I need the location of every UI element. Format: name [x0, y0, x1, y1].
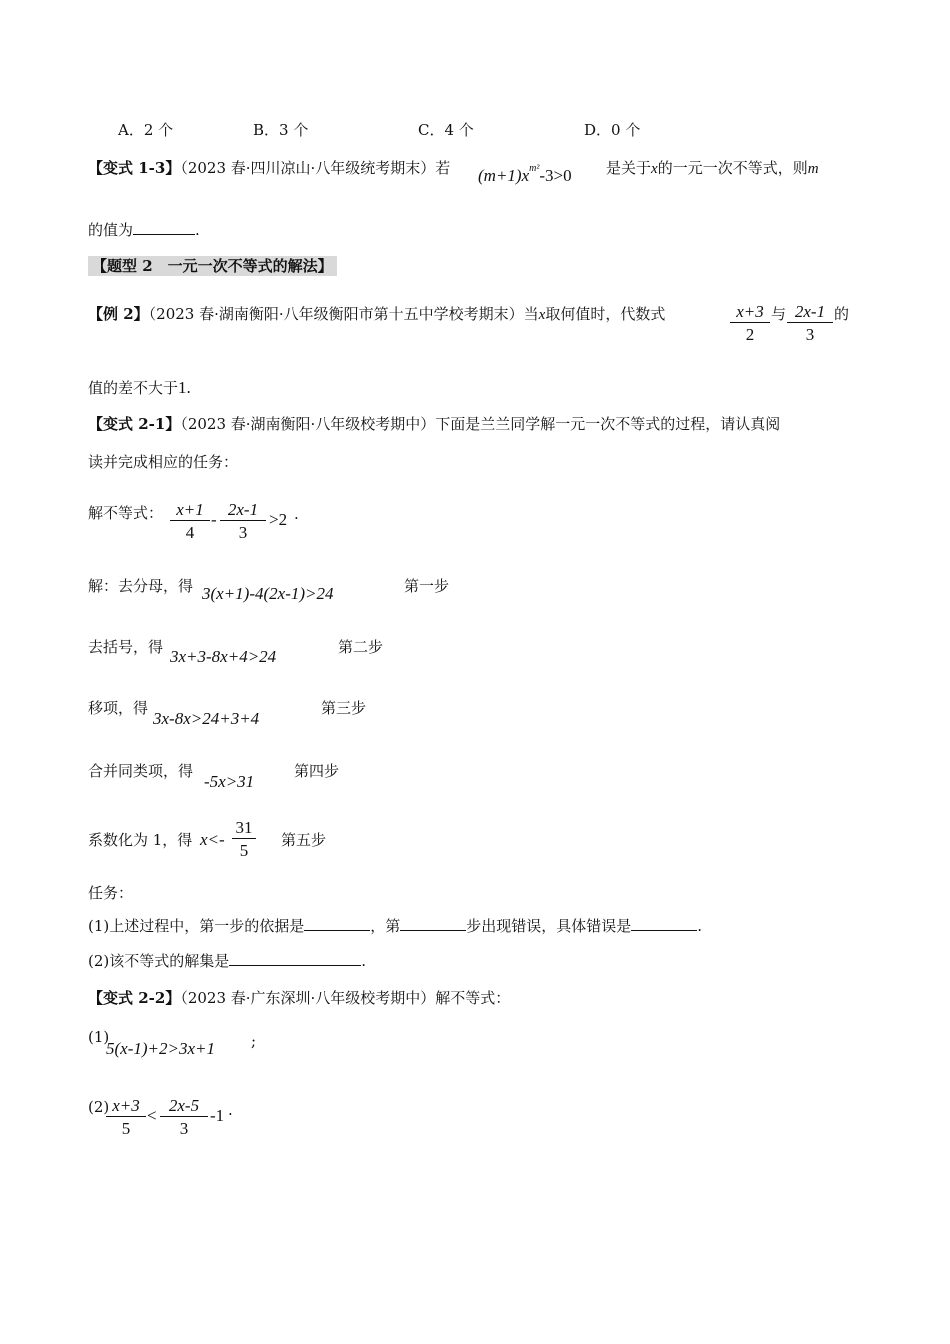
- variation-tag: 【变式 2-2】: [88, 989, 181, 1007]
- var-x: x: [538, 307, 546, 323]
- step1-equation: 3(x+1)-4(2x-1)>24: [202, 584, 334, 603]
- denominator: 2: [730, 322, 770, 345]
- text: (1)上述过程中，第一步的依据是: [88, 917, 305, 935]
- task-2: [88, 950, 366, 971]
- step5-name: 第五步: [281, 831, 327, 849]
- problem-1-label: (1): [88, 1028, 110, 1046]
- text: 与: [771, 305, 787, 323]
- answer-line-1-3: [88, 219, 200, 240]
- task-1: [88, 915, 702, 936]
- answer-blank[interactable]: [133, 221, 195, 235]
- minus-sign: -: [211, 510, 217, 529]
- answer-blank[interactable]: [400, 917, 466, 931]
- fraction-2x-minus-5-over-3: [160, 1096, 208, 1139]
- variation-2-2: [88, 987, 510, 1008]
- text: .: [228, 1101, 233, 1119]
- denominator: 3: [160, 1116, 208, 1139]
- numerator: x+3: [112, 1096, 140, 1115]
- solve-label: 解不等式：: [88, 504, 164, 522]
- option-c: C．4 个: [418, 121, 474, 139]
- text: 步出现错误，具体错误是: [466, 917, 632, 935]
- numerator: 31: [235, 818, 253, 837]
- var-m: m: [807, 161, 819, 177]
- text: .: [294, 505, 299, 523]
- step3-name: 第三步: [321, 699, 367, 717]
- eq-rhs: -3>0: [539, 166, 572, 185]
- text: .: [361, 952, 367, 970]
- source-text: （2023 春·四川凉山·八年级统考期末）若: [180, 159, 451, 177]
- equation-1-3: [478, 163, 572, 186]
- text: ;: [251, 1032, 257, 1050]
- step5-label: 系数化为 1，得: [88, 831, 193, 849]
- option-a: A．2 个: [118, 121, 174, 139]
- variation-1-3: [88, 157, 450, 178]
- text: (2)该不等式的解集是: [88, 952, 230, 970]
- denominator: 5: [106, 1116, 146, 1139]
- option-d: D．0 个: [584, 121, 641, 139]
- text: .: [195, 221, 200, 239]
- numerator: x+3: [736, 302, 764, 321]
- text: ，第: [370, 917, 401, 935]
- option-b: B．3 个: [253, 121, 309, 139]
- text: 取何值时，代数式: [545, 305, 666, 323]
- step4-label: 合并同类项，得: [88, 762, 194, 780]
- fraction-x-plus-3-over-5: [106, 1096, 146, 1139]
- value-one: 1.: [178, 378, 191, 397]
- example-tag: 【例 2】: [88, 305, 149, 323]
- answer-blank[interactable]: [304, 917, 370, 931]
- task-label: 任务：: [88, 884, 134, 902]
- step1-label: 解：去分母，得: [88, 577, 194, 595]
- numerator: x+1: [176, 500, 204, 519]
- text: 的值为: [88, 221, 134, 239]
- numerator: 2x-1: [794, 302, 826, 321]
- fraction-2x-minus-1-over-3: [787, 302, 833, 345]
- step4-equation: -5x>31: [204, 772, 255, 791]
- step3-equation: 3x-8x>24+3+4: [153, 709, 260, 728]
- step3-label: 移项，得: [88, 699, 149, 717]
- step5-lhs: x<-: [200, 830, 225, 849]
- denominator: 3: [787, 322, 833, 345]
- text: 是关于: [606, 159, 652, 177]
- heading-text: 【题型 2 一元一次不等式的解法】: [88, 256, 337, 276]
- denominator: 3: [220, 520, 266, 543]
- problem-2-label: (2): [88, 1098, 110, 1116]
- denominator: 5: [232, 838, 256, 861]
- text: .: [697, 917, 703, 935]
- fraction-31-over-5: [232, 818, 256, 861]
- answer-blank[interactable]: [229, 952, 361, 966]
- variation-1-3-tail: [606, 157, 819, 178]
- fraction-2x-minus-1-over-3: [220, 500, 266, 543]
- fraction-x-plus-3-over-2: [730, 302, 770, 345]
- answer-blank[interactable]: [631, 917, 697, 931]
- step2-name: 第二步: [338, 638, 384, 656]
- eq-lhs: (m+1)x: [478, 166, 530, 185]
- inequality-rhs: >2: [269, 510, 288, 529]
- fraction-x-plus-1-over-4: [170, 500, 210, 543]
- minus-one: -1: [210, 1106, 225, 1125]
- step2-equation: 3x+3-8x+4>24: [170, 647, 277, 666]
- text: （2023 春·广东深圳·八年级校考期中）解不等式：: [180, 989, 511, 1007]
- eq-exponent: m²: [529, 163, 540, 174]
- example-2-line2: [88, 377, 191, 398]
- text: （2023 春·湖南衡阳·八年级衡阳市第十五中学校考期末）当: [148, 305, 539, 323]
- example-2: [88, 303, 665, 324]
- text: 的: [834, 305, 850, 323]
- numerator: 2x-5: [168, 1096, 200, 1115]
- denominator: 4: [170, 520, 210, 543]
- var-x: x: [651, 161, 658, 177]
- problem-1-equation: 5(x-1)+2>3x+1: [106, 1039, 215, 1058]
- less-than-sign: <: [147, 1106, 157, 1125]
- text: （2023 春·湖南衡阳·八年级校考期中）下面是兰兰同学解一元一次不等式的过程，请认真阅: [180, 415, 781, 433]
- step4-name: 第四步: [294, 762, 340, 780]
- text: 的一元一次不等式，则: [657, 159, 808, 177]
- section-heading: [88, 255, 337, 276]
- variation-tag: 【变式 2-1】: [88, 415, 181, 433]
- text: 读并完成相应的任务：: [88, 453, 239, 471]
- step2-label: 去括号，得: [88, 638, 164, 656]
- numerator: 2x-1: [227, 500, 259, 519]
- variation-2-1: [88, 413, 780, 434]
- variation-tag: 【变式 1-3】: [88, 159, 181, 177]
- step1-name: 第一步: [404, 577, 450, 595]
- text: 值的差不大于: [88, 379, 179, 397]
